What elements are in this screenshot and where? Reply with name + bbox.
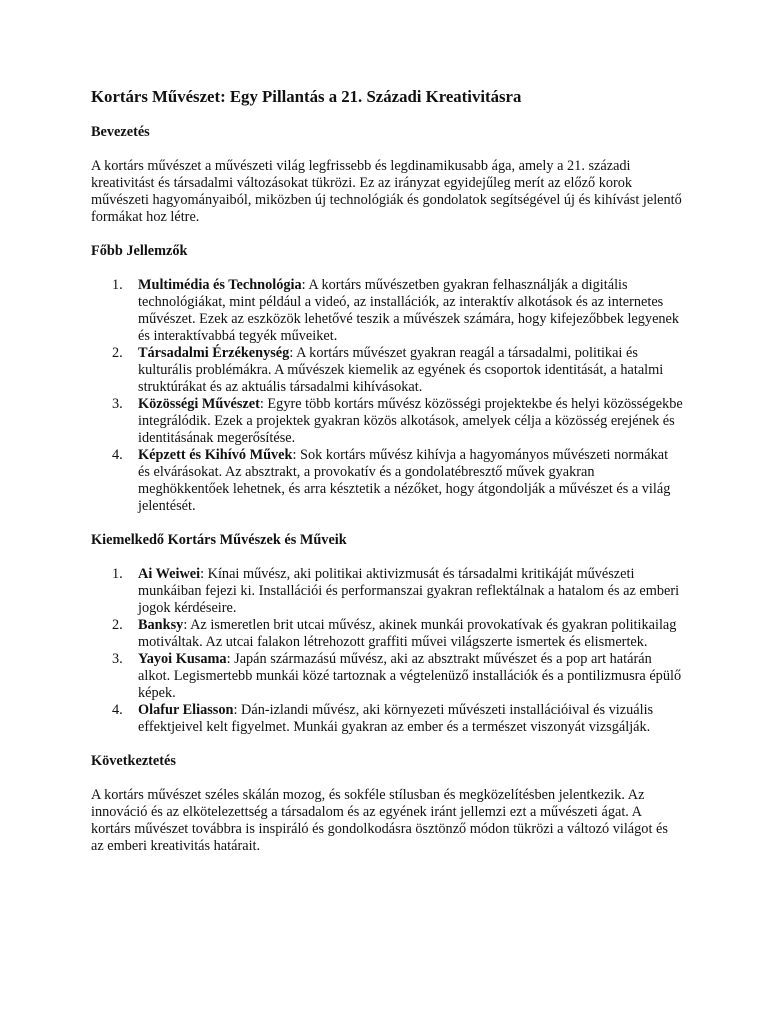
section-heading-conclusion: Következtetés bbox=[91, 753, 176, 769]
list-item-term: Yayoi Kusama bbox=[138, 651, 227, 667]
list-item bbox=[138, 447, 683, 515]
list-item bbox=[138, 396, 683, 447]
list-item bbox=[138, 277, 683, 345]
intro-paragraph: A kortárs művészet a művészeti világ legfrissebb és legdinamikusabb ága, amely a 21. századi kreativitást és társadalmi változásokat tükrözi. Ez az irányzat egyidejűleg merít az előző korok művészeti hagyományaiból, miközben új technológiák és gondolatok segítségével új és kihívást jelentő formákat hoz létre. bbox=[91, 158, 682, 225]
list-item bbox=[138, 345, 683, 396]
list-item-term: Olafur Eliasson bbox=[138, 702, 234, 718]
list-item-text: : A kortárs művészet gyakran reagál a társadalmi, politikai és kulturális problémákra. A művészek kiemelik az egyének és csoportok identitását, a hatalmi struktúrákat és az aktuális társadalmi kihívásokat. bbox=[138, 345, 664, 395]
list-item-text: : Kínai művész, aki politikai aktivizmusát és társadalmi kritikáját művészeti munkáiban fejezi ki. Installációi és performanszai gyakran reflektálnak a hatalom és az emberi jogok kérdéseire. bbox=[138, 566, 680, 616]
list-item-text: : Sok kortárs művész kihívja a hagyományos művészeti normákat és elvárásokat. Az absztrakt, a provokatív és a gondolatébresztő művek gyakran meghökkentőek lehetnek, és arra késztetik a nézőket, hogy átgondolják a művészet és a világ jelentését. bbox=[138, 447, 671, 514]
list-item-text: : Az ismeretlen brit utcai művész, akinek munkái provokatívak és gyakran politikailag motiváltak. Az utcai falakon létrehozott graffiti művei világszerte ismertek és elismertek. bbox=[138, 617, 677, 650]
section-heading-artists: Kiemelkedő Kortárs Művészek és Műveik bbox=[91, 532, 347, 548]
conclusion-paragraph: A kortárs művészet széles skálán mozog, és sokféle stílusban és megközelítésben jelentkezik. Az innováció és az elkötelezettség a társadalom és az egyének iránt jellemzi ezt a művészeti ágat. A kortárs művészet továbbra is inspiráló és gondolkodásra ösztönző módon tükrözi a változó világot és az emberi kreativitás határait. bbox=[91, 787, 668, 854]
list-item-text: : Dán-izlandi művész, aki környezeti művészeti installációival és vizuális effektjeivel kelt figyelmet. Munkái gyakran az ember és a természet viszonyát vizsgálják. bbox=[138, 702, 654, 735]
list-item bbox=[138, 651, 683, 702]
artists-list bbox=[91, 566, 683, 736]
list-item-text: : Japán származású művész, aki az absztrakt művészet és a pop art határán alkot. Legismertebb munkái közé tartoznak a végtelenüző installációk és a pontilizmusra épülő képek. bbox=[138, 651, 682, 701]
section-heading-features: Főbb Jellemzők bbox=[91, 243, 188, 259]
list-item-term: Multimédia és Technológia bbox=[138, 277, 302, 293]
list-item bbox=[138, 617, 683, 651]
section-heading-intro: Bevezetés bbox=[91, 124, 150, 140]
features-list bbox=[91, 277, 683, 515]
list-item-term: Képzett és Kihívó Művek bbox=[138, 447, 293, 463]
document-body bbox=[91, 87, 683, 855]
list-item-text: : A kortárs művészetben gyakran felhasználják a digitális technológiákat, mint például a videó, az installációk, az interaktív alkotások és az internetes művészet. Ezek az eszközök lehetővé teszik a művészek számára, hogy kifejezőbbek legyenek és interaktívabbá tegyék műveiket. bbox=[138, 277, 680, 344]
list-item bbox=[138, 566, 683, 617]
document-title: Kortárs Művészet: Egy Pillantás a 21. Századi Kreativitásra bbox=[91, 87, 522, 106]
list-item-term: Ai Weiwei bbox=[138, 566, 201, 582]
list-item-term: Banksy bbox=[138, 617, 184, 633]
list-item bbox=[138, 702, 683, 736]
list-item-term: Közösségi Művészet bbox=[138, 396, 260, 412]
list-item-text: : Egyre több kortárs művész közösségi projektekbe és helyi közösségekbe integrálódik. Ezek a projektek gyakran közös alkotások, amelyek célja a közösség erejének és identitásának megerősítése. bbox=[138, 396, 683, 446]
list-item-term: Társadalmi Érzékenység bbox=[138, 345, 290, 361]
